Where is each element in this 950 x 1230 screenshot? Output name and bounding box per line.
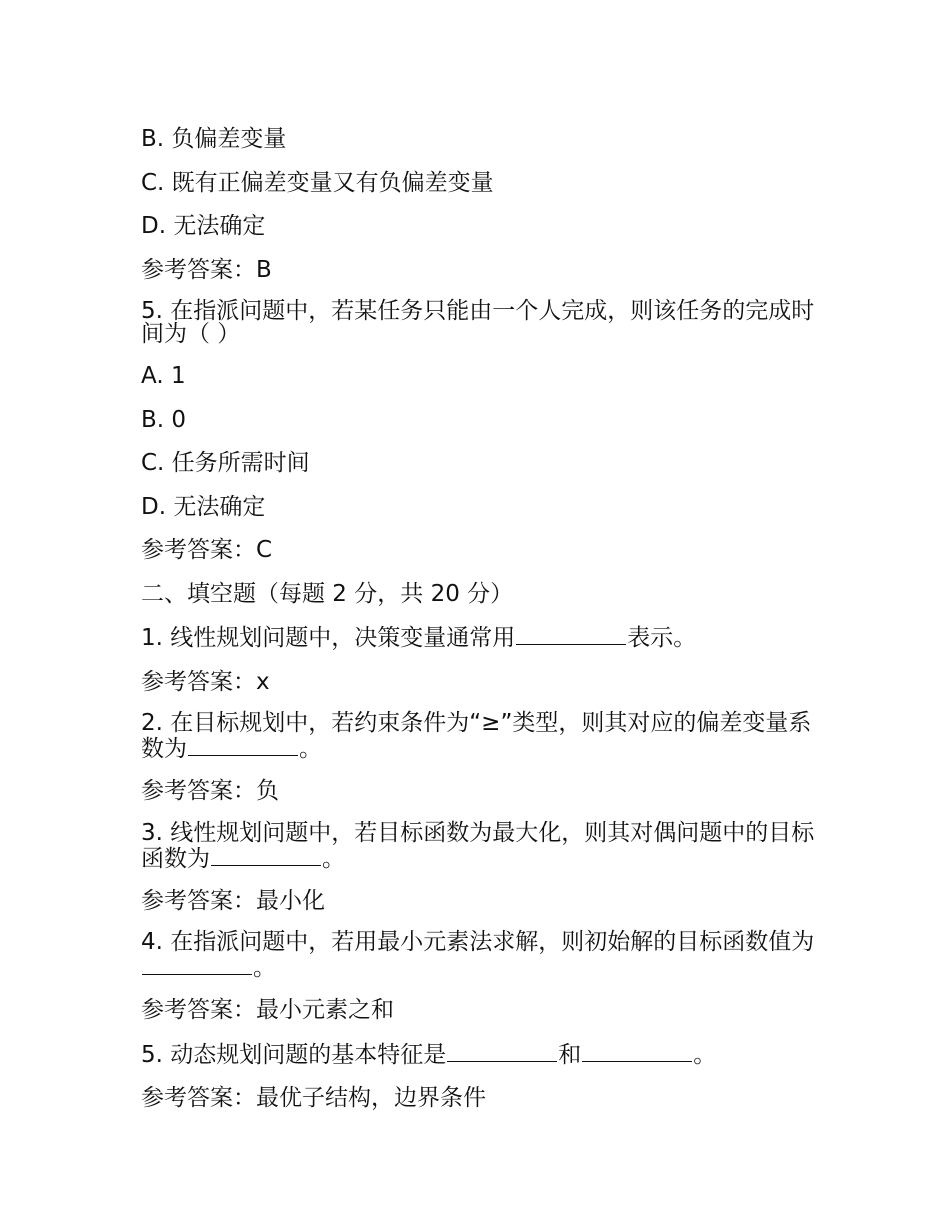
- answer-blank: [188, 735, 298, 756]
- answer-line: 参考答案：B: [141, 256, 272, 283]
- question-text: 3. 线性规划问题中，若目标函数为最大化，则其对偶问题中的目标函数为: [141, 819, 815, 872]
- question-text: 。: [299, 736, 322, 762]
- answer-line: 参考答案：C: [141, 537, 273, 563]
- answer-blank: [447, 1041, 557, 1062]
- question-text: 1. 线性规划问题中，决策变量通常用: [141, 625, 516, 651]
- option-b: B. 负偏差变量: [141, 126, 287, 152]
- answer-line: 参考答案：最小化: [141, 887, 325, 914]
- fill-question: [141, 931, 831, 980]
- answer-line: 参考答案：最小元素之和: [141, 997, 394, 1023]
- question-text: 2. 在目标规划中，若约束条件为“≥”类型，则其对应的偏差变量系数为: [141, 710, 812, 762]
- section-heading: 二、填空题（每题 2 分，共 20 分）: [141, 580, 514, 607]
- question-text: 。: [322, 845, 345, 872]
- answer-blank: [211, 845, 321, 866]
- option-d: D. 无法确定: [141, 493, 266, 520]
- answer-blank: [582, 1041, 692, 1062]
- question-text: 。: [693, 1041, 717, 1068]
- option-d: D. 无法确定: [141, 213, 266, 239]
- answer-line: 参考答案：最优子结构，边界条件: [141, 1085, 486, 1111]
- option-a: A. 1: [141, 363, 186, 389]
- option-b: B. 0: [141, 406, 187, 433]
- answer-blank: [516, 624, 626, 645]
- fill-question: [141, 1041, 831, 1068]
- question-stem: 5. 在指派问题中，若某任务只能由一个人完成，则该任务的完成时间为（ ）: [141, 298, 815, 347]
- option-c: C. 任务所需时间: [141, 450, 310, 476]
- document-page: [141, 126, 831, 1129]
- fill-question: [141, 712, 831, 761]
- question-text: 4. 在指派问题中，若用最小元素法求解，则初始解的目标函数值为: [141, 929, 815, 955]
- fill-question: [141, 624, 831, 651]
- question-text: 5. 动态规划问题的基本特征是: [141, 1041, 447, 1068]
- answer-line: 参考答案：负: [141, 778, 279, 804]
- question-text: 表示。: [627, 625, 697, 651]
- question-text: 。: [253, 955, 276, 981]
- option-c: C. 既有正偏差变量又有负偏差变量: [141, 169, 494, 196]
- answer-blank: [142, 954, 252, 975]
- answer-line: 参考答案：x: [141, 668, 270, 695]
- question-text: 和: [558, 1041, 582, 1068]
- fill-question: [141, 819, 831, 872]
